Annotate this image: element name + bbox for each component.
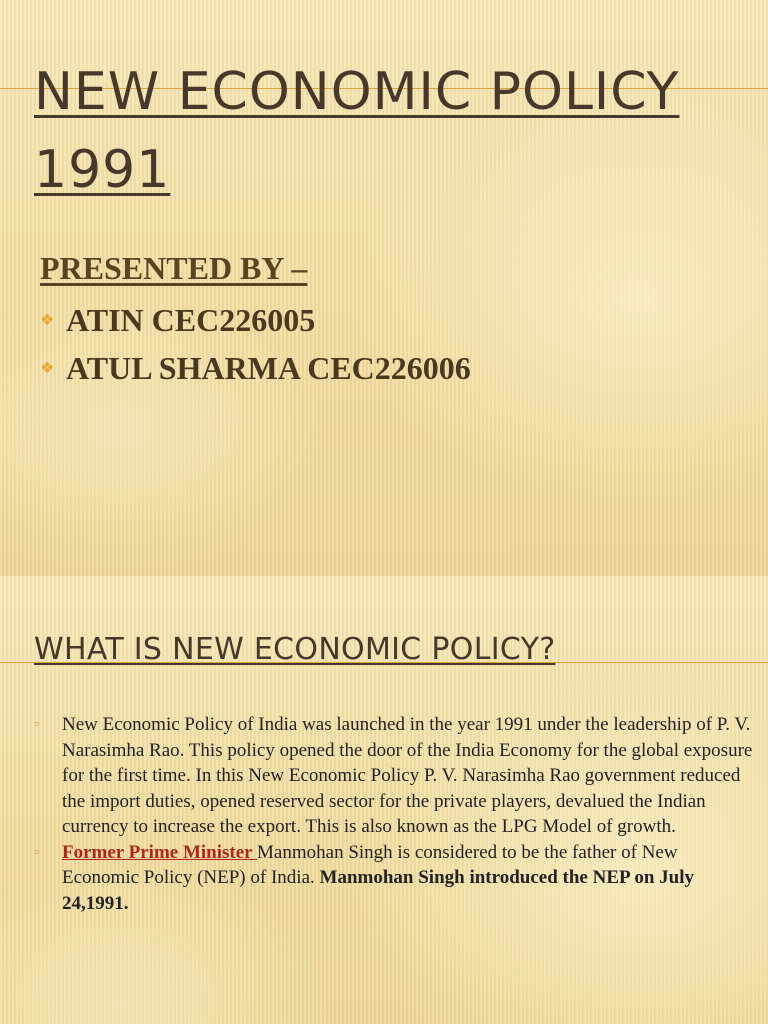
slide-title: NEW ECONOMIC POLICY 1991 [34,62,680,200]
slide-2 [0,576,768,1024]
bullet-text-plain: Manmohan Singh is considered to be the father of New Economic Policy (NEP) of India. [62,841,678,888]
list-item [34,712,754,840]
presenter-name: ATIN CEC226005 [66,301,316,338]
bullet-text [62,840,754,917]
diamond-bullet-icon: ❖ [40,312,55,329]
bullet-list [34,712,754,916]
bullet-text: New Economic Policy of India was launched in the year 1991 under the leadership of P. V. Narasimha Rao. This policy opened the door of the India Economy for the global exposure for the first time. In this New Economic Policy P. V. Narasimha Rao government reduced the import duties, opened reserved sector for the private players, devalued the Indian currency to increase the export. This is also known as the LPG Model of growth. [62,714,753,837]
list-item [40,344,471,392]
diamond-bullet-icon: ❖ [40,360,55,377]
former-prime-minister-link[interactable]: Former Prime Minister [62,841,258,863]
slide-title: WHAT IS NEW ECONOMIC POLICY? [34,632,556,667]
square-bullet-icon: ▫ [34,717,39,732]
list-item [40,296,471,344]
bullet-text-bold: Manmohan Singh introduced the NEP on July 24,1991. [62,867,694,914]
presenter-list [40,296,471,392]
square-bullet-icon: ▫ [34,844,39,860]
presented-by-heading: PRESENTED BY – [40,250,308,286]
list-item [34,840,754,917]
presenter-name: ATUL SHARMA CEC226006 [66,349,471,386]
